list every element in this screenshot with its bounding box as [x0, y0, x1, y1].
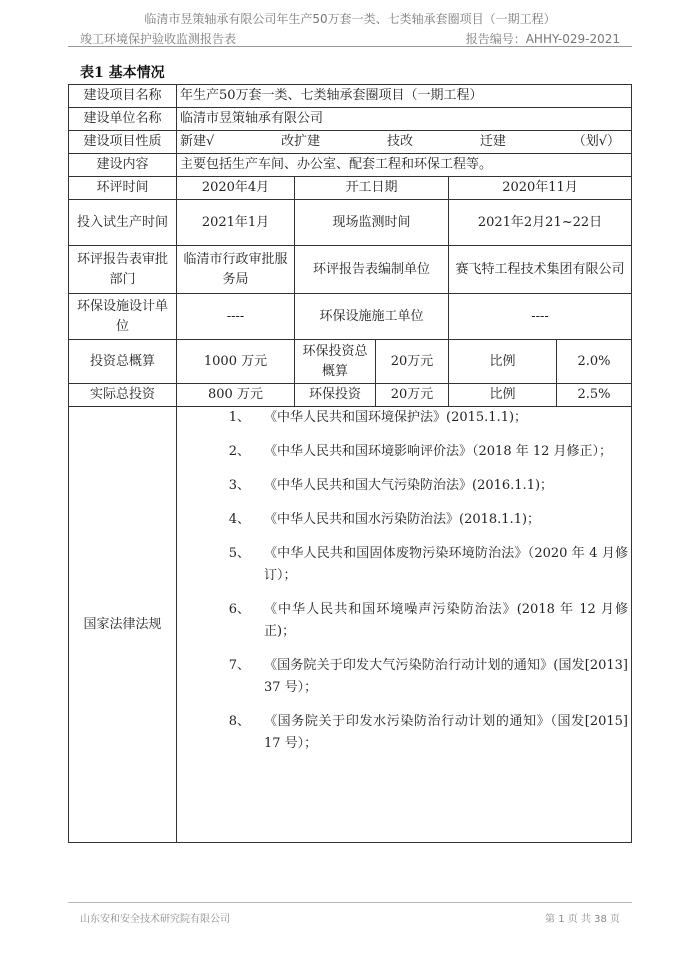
actual-value: 800 万元 — [177, 384, 295, 407]
list-item: 4、 《中华人民共和国水污染防治法》(2018.1.1)； — [228, 512, 541, 527]
page-number: 第 1 页 共 38 页 — [545, 914, 620, 925]
list-item: 8、 《国务院关于印发水污染防治行动计划的通知》（国发[2015] 17 号）； — [228, 714, 629, 751]
table-row — [69, 177, 632, 200]
nature-option-expand: 改扩建 — [281, 134, 321, 149]
start-date-value: 2020年11月 — [449, 177, 632, 200]
laws-list — [177, 407, 632, 843]
header-title: 临清市昱策轴承有限公司年生产50万套一类、七类轴承套圈项目（一期工程） — [144, 12, 556, 26]
eia-time-value: 2020年4月 — [177, 177, 295, 200]
project-name-value: 年生产50万套一类、七类轴承套圈项目（一期工程） — [177, 85, 632, 108]
start-date-label: 开工日期 — [295, 177, 449, 200]
table-row — [69, 154, 632, 177]
env-construct-label: 环保设施施工单位 — [295, 294, 449, 340]
unit-name-value: 临清市昱策轴承有限公司 — [177, 108, 632, 131]
env-invest-value: 20万元 — [376, 384, 449, 407]
table-row — [69, 200, 632, 246]
trial-label: 投入试生产时间 — [69, 200, 177, 246]
ratio-label: 比例 — [449, 340, 557, 384]
nature-option-tech: 技改 — [387, 134, 414, 149]
list-item: 3、 《中华人民共和国大气污染防治法》(2016.1.1)； — [228, 478, 554, 493]
env-construct-value: ---- — [449, 294, 632, 340]
actual-ratio-value: 2.5% — [557, 384, 632, 407]
project-name-label: 建设项目名称 — [69, 85, 177, 108]
table-row — [69, 407, 632, 843]
nature-option-new: 新建√ — [180, 134, 215, 149]
list-item: 7、 《国务院关于印发大气污染防治行动计划的通知》(国发[2013] 37 号）； — [228, 658, 629, 695]
env-design-label: 环保设施设计单位 — [69, 294, 177, 340]
footer-company: 山东安和安全技术研究院有限公司 — [80, 914, 230, 925]
env-design-value: ---- — [177, 294, 295, 340]
footer-divider — [68, 902, 632, 903]
laws-label: 国家法律法规 — [69, 407, 177, 843]
table-row — [69, 340, 632, 384]
report-number: 报告编号：AHHY-029-2021 — [465, 32, 620, 46]
budget-label: 投资总概算 — [69, 340, 177, 384]
basic-info-table — [68, 84, 632, 843]
compiler-value: 赛飞特工程技术集团有限公司 — [449, 246, 632, 294]
unit-name-label: 建设单位名称 — [69, 108, 177, 131]
nature-option-mark: （划√） — [572, 134, 621, 149]
ratio-value: 2.0% — [557, 340, 632, 384]
monitor-time-label: 现场监测时间 — [295, 200, 449, 246]
monitor-time-value: 2021年2月21~22日 — [449, 200, 632, 246]
budget-value: 1000 万元 — [177, 340, 295, 384]
table-row — [69, 131, 632, 154]
env-budget-value: 20万元 — [376, 340, 449, 384]
approval-value: 临清市行政审批服务局 — [177, 246, 295, 294]
table-row — [69, 246, 632, 294]
list-item: 6、 《中华人民共和国环境噪声污染防治法》(2018 年 12 月修正)； — [228, 602, 629, 639]
list-item: 5、 《中华人民共和国固体废物污染环境防治法》（2020 年 4 月修订）； — [228, 546, 629, 583]
actual-ratio-label: 比例 — [449, 384, 557, 407]
header-subtitle: 竣工环境保护验收监测报告表 — [80, 32, 237, 46]
nature-label: 建设项目性质 — [69, 131, 177, 154]
list-item: 2、 《中华人民共和国环境影响评价法》（2018 年 12 月修正）； — [228, 444, 613, 459]
table-row — [69, 294, 632, 340]
nature-option-move: 迁建 — [479, 134, 506, 149]
nature-options — [177, 131, 632, 154]
table-row — [69, 384, 632, 407]
table-row — [69, 85, 632, 108]
eia-time-label: 环评时间 — [69, 177, 177, 200]
table-row — [69, 108, 632, 131]
content-label: 建设内容 — [69, 154, 177, 177]
list-item: 1、 《中华人民共和国环境保护法》(2015.1.1)； — [228, 410, 528, 425]
header-divider — [68, 46, 632, 47]
env-budget-label: 环保投资总概算 — [295, 340, 376, 384]
trial-value: 2021年1月 — [177, 200, 295, 246]
env-invest-label: 环保投资 — [295, 384, 376, 407]
content-value: 主要包括生产车间、办公室、配套工程和环保工程等。 — [177, 154, 632, 177]
approval-label: 环评报告表审批部门 — [69, 246, 177, 294]
actual-label: 实际总投资 — [69, 384, 177, 407]
compiler-label: 环评报告表编制单位 — [295, 246, 449, 294]
table-title: 表1 基本情况 — [80, 65, 165, 81]
